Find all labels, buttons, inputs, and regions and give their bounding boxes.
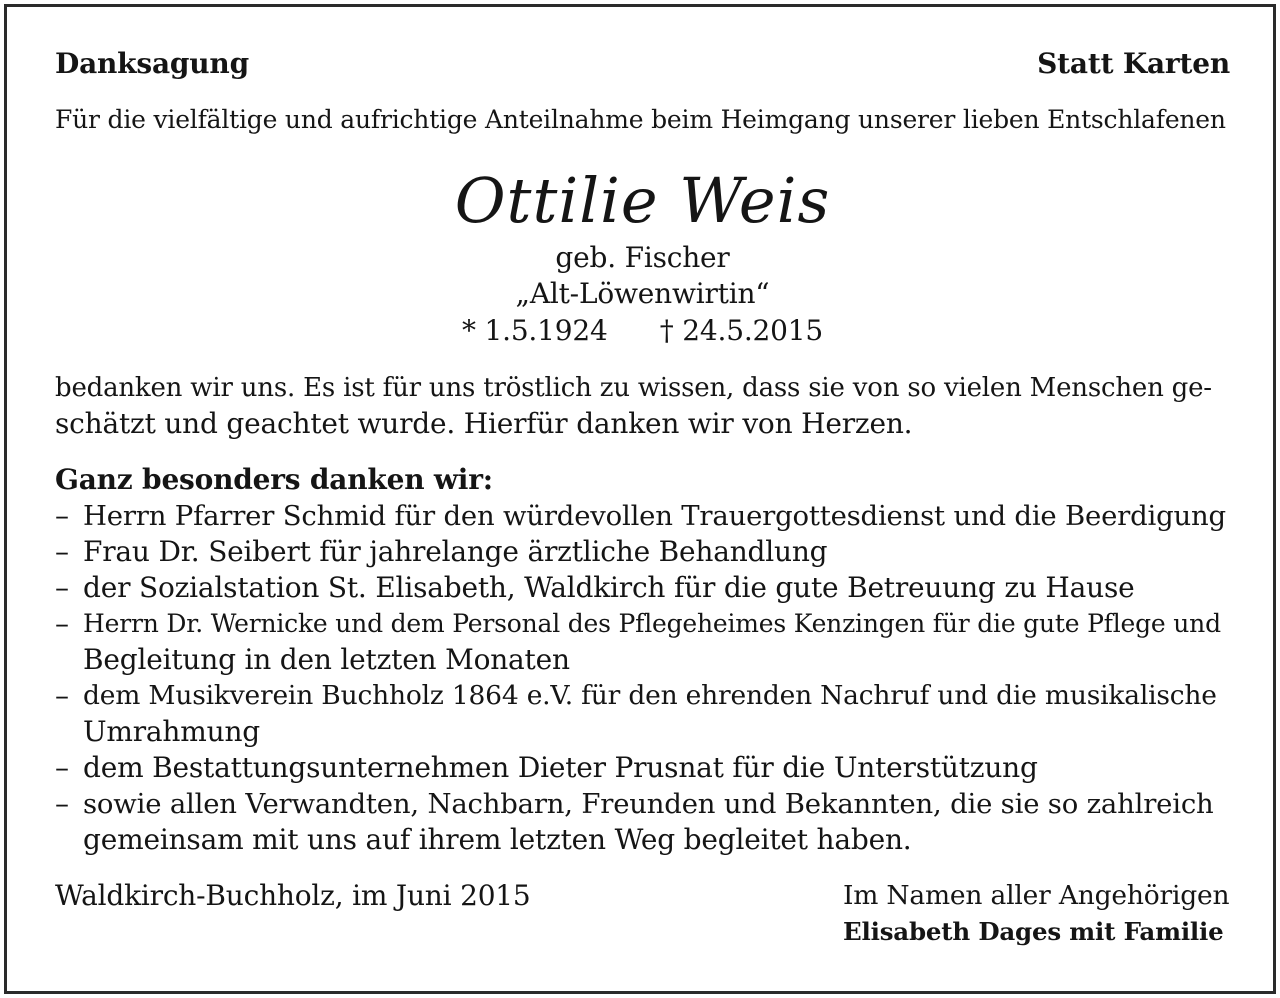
list-item-text: der Sozialstation St. Elisabeth, Waldkirch für die gute Betreuung zu Hause [83,571,1135,604]
list-item-text-continued: gemeinsam mit uns auf ihrem letzten Weg begleitet haben. [83,823,912,856]
header-row [55,46,1230,82]
list-item-text-continued: Begleitung in den letzten Monaten [83,643,570,676]
dash-bullet: – [55,571,69,604]
obituary-notice [55,0,1230,998]
list-item [55,786,1230,858]
dash-bullet: – [55,787,69,820]
notice-title: Danksagung [55,47,249,80]
dash-bullet: – [55,499,69,532]
signature-intro: Im Namen aller Angehörigen [843,880,1230,911]
intro-text: Für die vielfältige und aufrichtige Anteilnahme beim Heimgang unserer lieben Entschlafenen [55,105,1226,134]
list-item [55,498,1230,534]
life-dates: * 1.5.1924 † 24.5.2015 [462,314,823,347]
nickname: „Alt-Löwenwirtin“ [515,277,770,310]
list-item [55,678,1230,750]
dash-bullet: – [55,751,69,784]
special-thanks-list [55,498,1230,858]
list-item-text: dem Musikverein Buchholz 1864 e.V. für den ehrenden Nachruf und die musikalische [83,680,1217,711]
list-item-text: Herrn Pfarrer Schmid für den würdevollen Trauergottesdienst und die Beerdigung [83,500,1226,532]
special-thanks-heading: Ganz besonders danken wir: [55,463,493,496]
list-item-text: dem Bestattungsunternehmen Dieter Prusnat für die Unterstützung [83,751,1038,784]
dash-bullet: – [55,607,69,640]
list-item [55,750,1230,786]
dash-bullet: – [55,679,69,712]
deceased-name: Ottilie Weis [454,164,831,237]
thanks-paragraph [55,370,1230,442]
list-item-text-continued: Umrahmung [83,715,261,748]
dash-bullet: – [55,535,69,568]
list-item-text: sowie allen Verwandten, Nachbarn, Freunden und Bekannten, die sie so zahlreich [83,788,1214,820]
statt-karten-label: Statt Karten [1037,47,1230,80]
list-item [55,534,1230,570]
list-item [55,570,1230,606]
signature-family: Elisabeth Dages mit Familie [843,917,1224,946]
thanks-line-2: schätzt und geachtet wurde. Hierfür danken wir von Herzen. [55,407,913,440]
place-and-date: Waldkirch-Buchholz, im Juni 2015 [55,879,531,912]
list-item-text: Frau Dr. Seibert für jahrelange ärztliche Behandlung [83,535,828,568]
list-item [55,606,1230,678]
list-item-text: Herrn Dr. Wernicke und dem Personal des Pflegeheimes Kenzingen für die gute Pflege und [83,609,1221,638]
thanks-line-1: bedanken wir uns. Es ist für uns tröstlich zu wissen, dass sie von so vielen Menschen ge- [55,373,1212,403]
maiden-name: geb. Fischer [555,241,730,274]
